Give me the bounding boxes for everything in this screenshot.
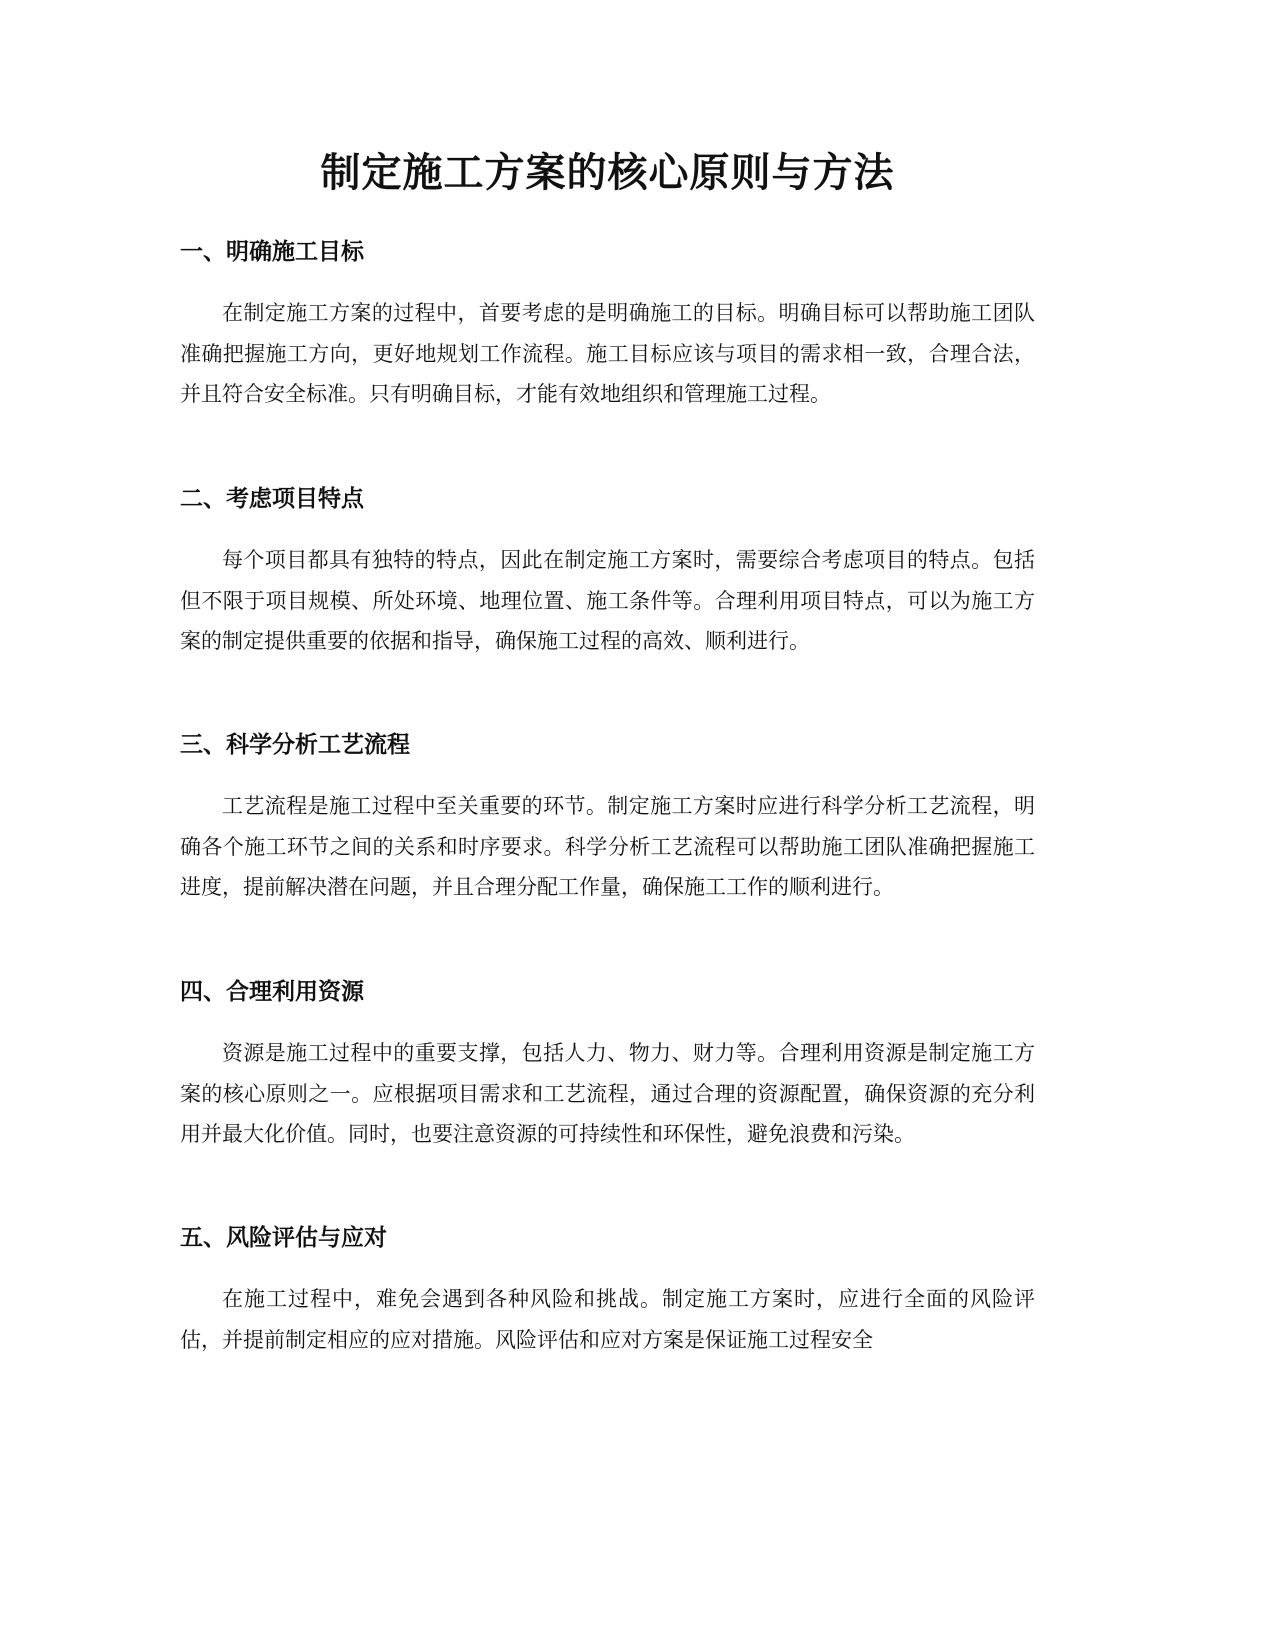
section-project-features (180, 484, 1035, 662)
section-heading: 四、合理利用资源 (180, 979, 364, 1005)
document-title: 制定施工方案的核心原则与方法 (320, 150, 895, 196)
section-risk-assessment (180, 1223, 1035, 1360)
section-heading: 一、明确施工目标 (180, 239, 364, 265)
section-paragraph: 工艺流程是施工过程中至关重要的环节。制定施工方案时应进行科学分析工艺流程，明确各个施工环节之间的关系和时序要求。科学分析工艺流程可以帮助施工团队准确把握施工进度，提前解决潜在问题，并且合理分配工作量，确保施工工作的顺利进行。 (180, 794, 1035, 899)
section-paragraph: 每个项目都具有独特的特点，因此在制定施工方案时，需要综合考虑项目的特点。包括但不限于项目规模、所处环境、地理位置、施工条件等。合理利用项目特点，可以为施工方案的制定提供重要的依据和指导，确保施工过程的高效、顺利进行。 (180, 548, 1035, 653)
section-process-analysis (180, 730, 1035, 908)
section-heading: 二、考虑项目特点 (180, 486, 364, 512)
section-paragraph: 在施工过程中，难免会遇到各种风险和挑战。制定施工方案时，应进行全面的风险评估，并提前制定相应的应对措施。风险评估和应对方案是保证施工过程安全 (180, 1287, 1035, 1352)
section-resource-use (180, 977, 1035, 1155)
section-heading: 五、风险评估与应对 (180, 1225, 387, 1251)
section-heading: 三、科学分析工艺流程 (180, 732, 410, 758)
section-paragraph: 资源是施工过程中的重要支撑，包括人力、物力、财力等。合理利用资源是制定施工方案的核心原则之一。应根据项目需求和工艺流程，通过合理的资源配置，确保资源的充分利用并最大化价值。同时，也要注意资源的可持续性和环保性，避免浪费和污染。 (180, 1041, 1035, 1146)
section-clear-objectives (180, 237, 1035, 415)
section-paragraph: 在制定施工方案的过程中，首要考虑的是明确施工的目标。明确目标可以帮助施工团队准确把握施工方向，更好地规划工作流程。施工目标应该与项目的需求相一致，合理合法，并且符合安全标准。只有明确目标，才能有效地组织和管理施工过程。 (180, 301, 1035, 406)
